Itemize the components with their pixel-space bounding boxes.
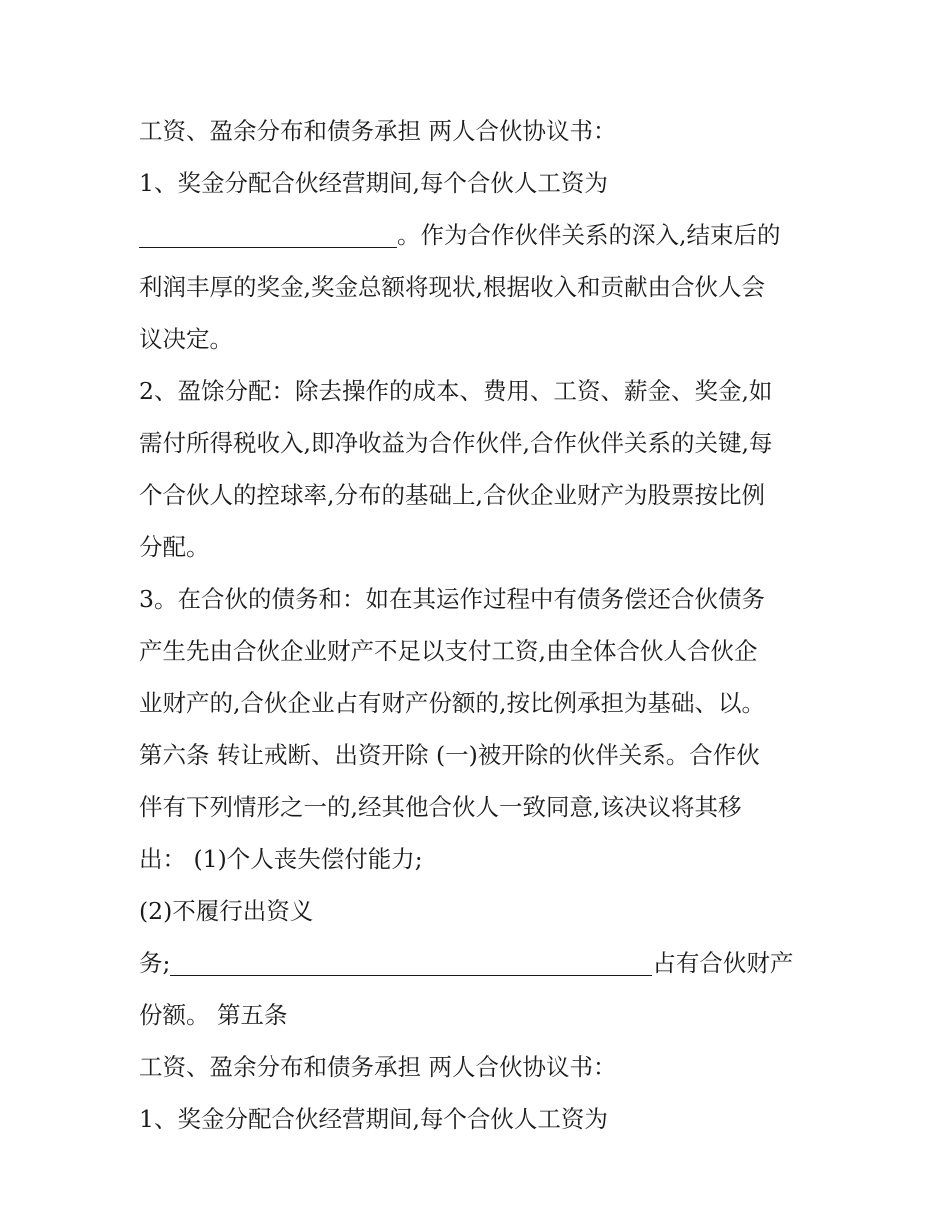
text-segment: 占有合伙财产 bbox=[652, 949, 794, 977]
text-line: 伴有下列情形之一的,经其他合伙人一致同意,该决议将其移 bbox=[139, 793, 742, 821]
fill-in-blank-wage bbox=[139, 217, 397, 248]
text-line: 产生先由合伙企业财产不足以支付工资,由全体合伙人合伙企 bbox=[139, 637, 758, 665]
text-line: 个合伙人的控球率,分布的基础上,合伙企业财产为股票按比例 bbox=[139, 481, 765, 509]
text-line: 工资、盈余分布和债务承担 两人合伙协议书： bbox=[139, 1053, 617, 1081]
text-line: 1、奖金分配合伙经营期间,每个合伙人工资为 bbox=[139, 169, 608, 197]
text-segment: 。作为合作伙伴关系的深入,结束后的 bbox=[397, 221, 781, 249]
text-line: (2)不履行出资义 bbox=[139, 897, 314, 925]
text-line: 出： (1)个人丧失偿付能力; bbox=[139, 845, 423, 873]
text-line: 2、盈馀分配：除去操作的成本、费用、工资、薪金、奖金,如 bbox=[139, 377, 773, 405]
document-body bbox=[139, 105, 819, 1145]
text-line: 3。在合伙的债务和：如在其运作过程中有债务偿还合伙债务 bbox=[139, 585, 765, 613]
text-line-with-blank bbox=[139, 209, 819, 261]
text-line: 利润丰厚的奖金,奖金总额将现状,根据收入和贡献由合伙人会 bbox=[139, 273, 765, 301]
text-line: 1、奖金分配合伙经营期间,每个合伙人工资为 bbox=[139, 1105, 608, 1133]
text-line: 份额。 第五条 bbox=[139, 1001, 288, 1029]
text-line-with-blank bbox=[139, 937, 819, 989]
text-line: 第六条 转让戒断、出资开除 (一)被开除的伙伴关系。合作伙 bbox=[139, 741, 760, 769]
text-line: 业财产的,合伙企业占有财产份额的,按比例承担为基础、以。 bbox=[139, 689, 765, 717]
text-line: 分配。 bbox=[139, 533, 210, 561]
text-segment: 务; bbox=[139, 949, 171, 977]
fill-in-blank-long bbox=[170, 945, 652, 976]
text-line: 工资、盈余分布和债务承担 两人合伙协议书： bbox=[139, 117, 617, 145]
text-line: 议决定。 bbox=[139, 325, 233, 353]
text-line: 需付所得税收入,即净收益为合作伙伴,合作伙伴关系的关键,每 bbox=[139, 429, 773, 457]
